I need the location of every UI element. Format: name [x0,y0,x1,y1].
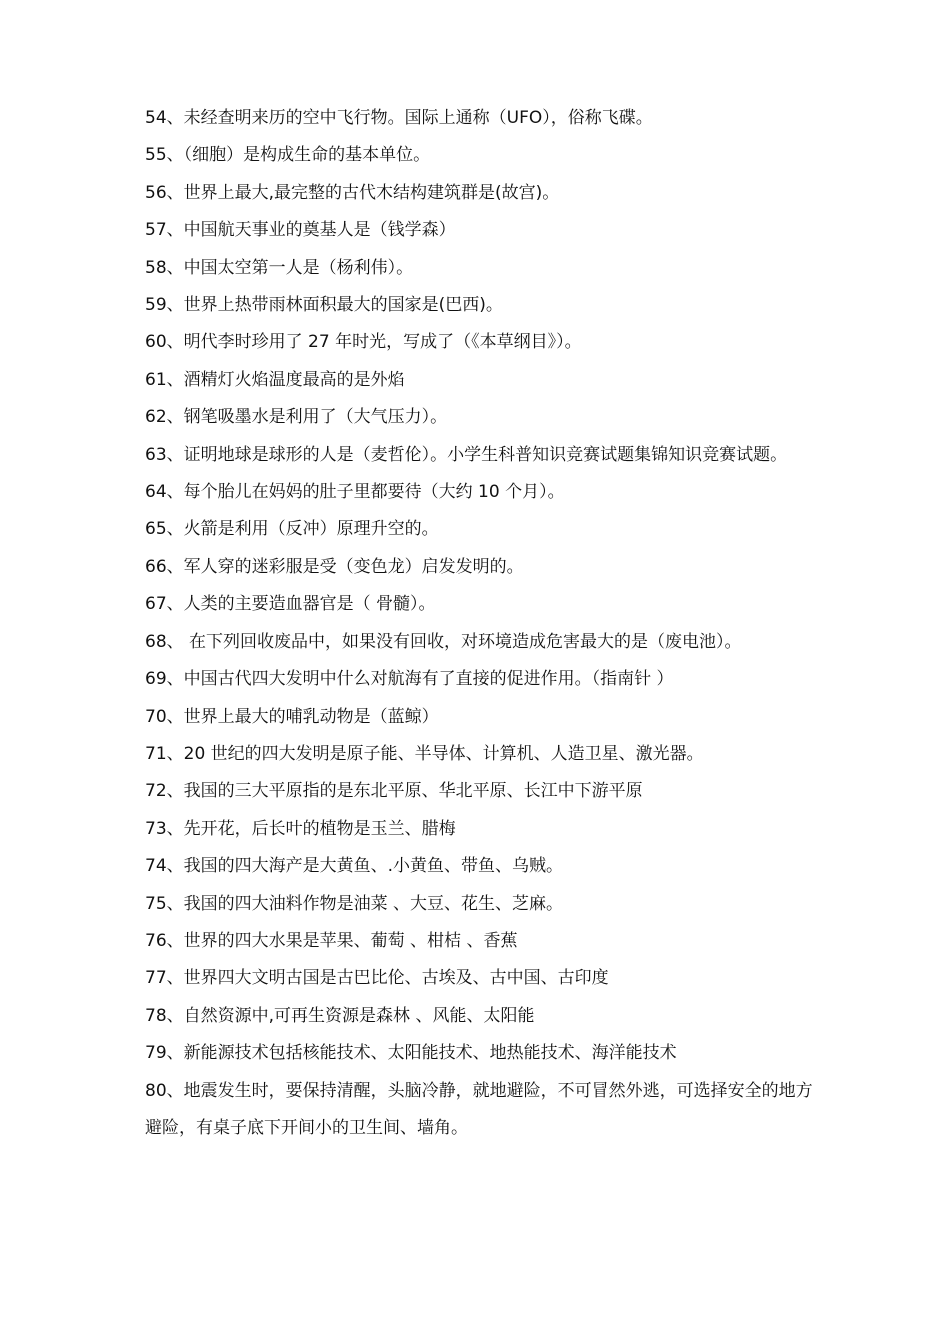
list-item-67: 67、人类的主要造血器官是（ 骨髓）。 [145,594,436,615]
list-item-63: 63、证明地球是球形的人是（麦哲伦）。小学生科普知识竞赛试题集锦知识竞赛试题。 [145,444,788,465]
list-item-77: 77、世界四大文明古国是古巴比伦、古埃及、古中国、古印度 [145,968,609,989]
list-item-72: 72、我国的三大平原指的是东北平原、华北平原、长江中下游平原 [145,781,643,802]
list-item-71: 71、20 世纪的四大发明是原子能、半导体、计算机、人造卫星、激光器。 [145,743,704,764]
list-item-70: 70、世界上最大的哺乳动物是（蓝鲸） [145,706,439,727]
list-item-73: 73、先开花，后长叶的植物是玉兰、腊梅 [145,818,456,839]
list-item-65: 65、火箭是利用（反冲）原理升空的。 [145,519,439,540]
list-item-66: 66、军人穿的迷彩服是受（变色龙）启发发明的。 [145,556,524,577]
list-item-57: 57、中国航天事业的奠基人是（钱学森） [145,220,456,241]
list-item-59: 59、世界上热带雨林面积最大的国家是(巴西)。 [145,295,503,316]
list-item-68: 68、 在下列回收废品中，如果没有回收，对环境造成危害最大的是（废电池）。 [145,631,742,652]
list-item-74: 74、我国的四大海产是大黄鱼、.小黄鱼、带鱼、乌贼。 [145,856,564,877]
list-item-56: 56、世界上最大,最完整的古代木结构建筑群是(故宫)。 [145,182,560,203]
list-item-54: 54、未经查明来历的空中飞行物。国际上通称（UFO），俗称飞碟。 [145,108,653,128]
list-item-69: 69、中国古代四大发明中什么对航海有了直接的促进作用。（指南针 ） [145,669,674,690]
list-item-75: 75、我国的四大油料作物是油菜 、大豆、花生、芝麻。 [145,893,564,914]
list-item-58: 58、中国太空第一人是（杨利伟）。 [145,257,414,278]
list-item-78: 78、自然资源中,可再生资源是森林 、风能、太阳能 [145,1005,535,1026]
list-item-79: 79、新能源技术包括核能技术、太阳能技术、地热能技术、海洋能技术 [145,1043,677,1064]
list-item-80: 80、地震发生时，要保持清醒，头脑冷静，就地避险，不可冒然外逃，可选择安全的地方避险，有桌子底下开间小的卫生间、墙角。 [145,1080,813,1138]
list-item-62: 62、钢笔吸墨水是利用了（大气压力）。 [145,407,448,428]
list-item-76: 76、世界的四大水果是苹果、葡萄 、柑桔 、香蕉 [145,930,518,951]
list-item-60: 60、明代李时珍用了 27 年时光，写成了（《本草纲目》）。 [145,332,582,353]
list-item-61: 61、酒精灯火焰温度最高的是外焰 [145,369,405,390]
question-list [145,100,825,1147]
list-item-55: 55、（细胞）是构成生命的基本单位。 [145,145,431,166]
list-item-64: 64、每个胎儿在妈妈的肚子里都要待（大约 10 个月）。 [145,482,565,503]
